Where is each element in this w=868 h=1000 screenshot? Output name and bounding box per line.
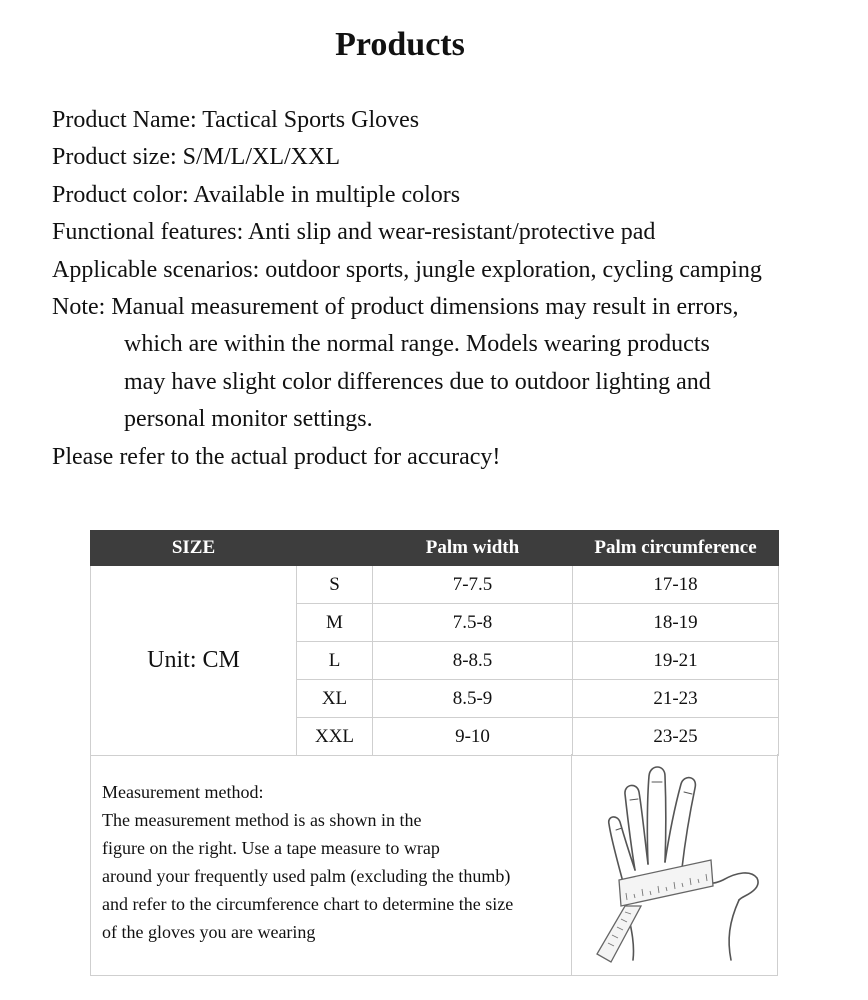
- size-cell: XL: [297, 680, 373, 718]
- measurement-line: figure on the right. Use a tape measure to wrap: [102, 838, 440, 858]
- header-palm-width: Palm width: [373, 531, 573, 566]
- closing-note: Please refer to the actual product for accuracy!: [52, 443, 501, 470]
- spec-functional-features: Functional features: Anti slip and wear-resistant/protective pad: [52, 219, 656, 246]
- measurement-line: of the gloves you are wearing: [102, 922, 316, 942]
- palm-circumference-cell: 23-25: [573, 718, 779, 756]
- note-continuation: may have slight color differences due to outdoor lighting and: [124, 368, 711, 395]
- measurement-method-text: [102, 778, 567, 946]
- spec-applicable-scenarios: Applicable scenarios: outdoor sports, jungle exploration, cycling camping: [52, 256, 762, 283]
- tape-measure-icon: [597, 860, 713, 962]
- measurement-heading: Measurement method:: [102, 782, 264, 802]
- measurement-section: [90, 754, 778, 976]
- palm-circumference-cell: 19-21: [573, 642, 779, 680]
- palm-width-cell: 8-8.5: [373, 642, 573, 680]
- spec-product-name: Product Name: Tactical Sports Gloves: [52, 107, 420, 133]
- size-chart-table: [90, 530, 779, 756]
- header-size: SIZE: [91, 531, 297, 566]
- header-size-spacer: [297, 531, 373, 566]
- spec-product-size: Product size: S/M/L/XL/XXL: [52, 144, 340, 171]
- size-cell: L: [297, 642, 373, 680]
- palm-circumference-cell: 21-23: [573, 680, 779, 718]
- size-chart-header-row: [91, 531, 779, 566]
- measurement-line: around your frequently used palm (excluding the thumb): [102, 866, 511, 886]
- note-line: Note: Manual measurement of product dimensions may result in errors,: [52, 294, 739, 321]
- palm-width-cell: 9-10: [373, 718, 573, 756]
- measurement-divider: [571, 754, 572, 976]
- page-title: Products: [335, 26, 465, 63]
- hand-tape-measure-icon: [581, 760, 771, 970]
- spec-product-color: Product color: Available in multiple colors: [52, 181, 461, 208]
- palm-width-cell: 7-7.5: [373, 566, 573, 604]
- measurement-line: The measurement method is as shown in the: [102, 810, 422, 830]
- note-continuation: personal monitor settings.: [124, 406, 373, 433]
- size-cell: XXL: [297, 718, 373, 756]
- size-cell: S: [297, 566, 373, 604]
- palm-width-cell: 7.5-8: [373, 604, 573, 642]
- palm-circumference-cell: 18-19: [573, 604, 779, 642]
- measurement-line: and refer to the circumference chart to determine the size: [102, 894, 514, 914]
- header-palm-circumference: Palm circumference: [573, 531, 779, 566]
- unit-label: Unit: CM: [91, 566, 297, 756]
- size-cell: M: [297, 604, 373, 642]
- product-specs: [52, 102, 852, 476]
- note-continuation: which are within the normal range. Models wearing products: [124, 331, 710, 358]
- table-row: [91, 566, 779, 604]
- palm-width-cell: 8.5-9: [373, 680, 573, 718]
- palm-circumference-cell: 17-18: [573, 566, 779, 604]
